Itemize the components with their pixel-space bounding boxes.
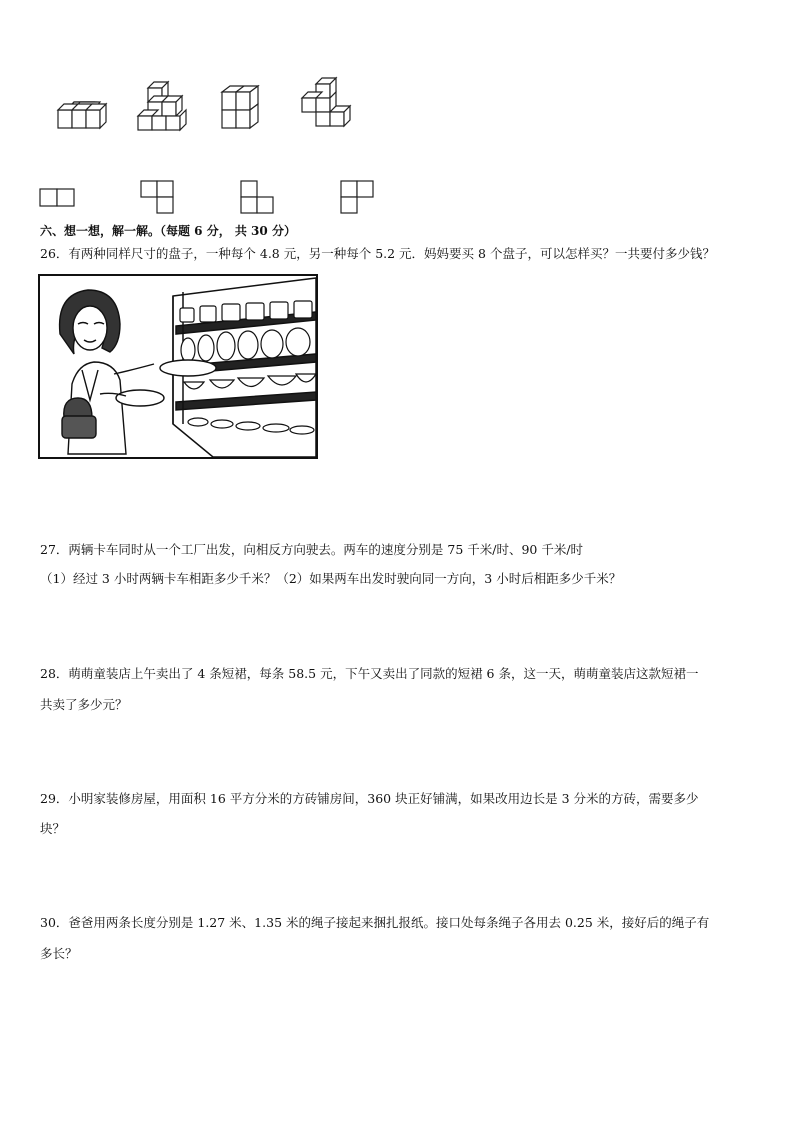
cube-group-b xyxy=(136,82,188,134)
question-29-line-2: 块？ xyxy=(40,821,66,836)
woman-choosing-plates-illustration xyxy=(38,274,318,460)
question-27-line-1: 27．两辆卡车同时从一个工厂出发，向相反方向驶去。两车的速度分别是 75 千米/时、90 千米/时 xyxy=(40,542,584,557)
view-a xyxy=(40,189,76,207)
question-27-line-2: （1）经过 3 小时两辆卡车相距多少千米？（2）如果两车出发时驶向同一方向，3 小时后相距多少千米？ xyxy=(40,571,622,586)
view-c xyxy=(241,181,277,215)
question-29-line-1: 29．小明家装修房屋，用面积 16 平方分米的方砖铺房间，360 块正好铺满，如果改用边长是 3 分米的方砖，需要多少 xyxy=(40,791,699,806)
cube-group-c xyxy=(222,86,268,132)
question-30-line-1: 30．爸爸用两条长度分别是 1.27 米、1.35 米的绳子接起来捆扎报纸。接口处每条绳子各用去 0.25 米，接好后的绳子有 xyxy=(40,915,710,930)
question-26-text: 26．有两种同样尺寸的盘子，一种每个 4.8 元，另一种每个 5.2 元．妈妈要买 8 个盘子，可以怎样买？一共要付多少钱？ xyxy=(40,246,715,261)
question-30-line-2: 多长？ xyxy=(40,946,78,961)
question-28-line-2: 共卖了多少元？ xyxy=(40,697,128,712)
cube-group-d xyxy=(300,78,354,132)
view-b xyxy=(141,181,177,215)
view-d xyxy=(341,181,377,215)
section-title: 六、想一想，解一解。（每题 6 分， 共 30 分） xyxy=(40,224,296,238)
question-28-line-1: 28．萌萌童装店上午卖出了 4 条短裙，每条 58.5 元，下午又卖出了同款的短裙 6 条，这一天，萌萌童装店这款短裙一 xyxy=(40,666,699,681)
cube-group-a xyxy=(56,92,106,134)
